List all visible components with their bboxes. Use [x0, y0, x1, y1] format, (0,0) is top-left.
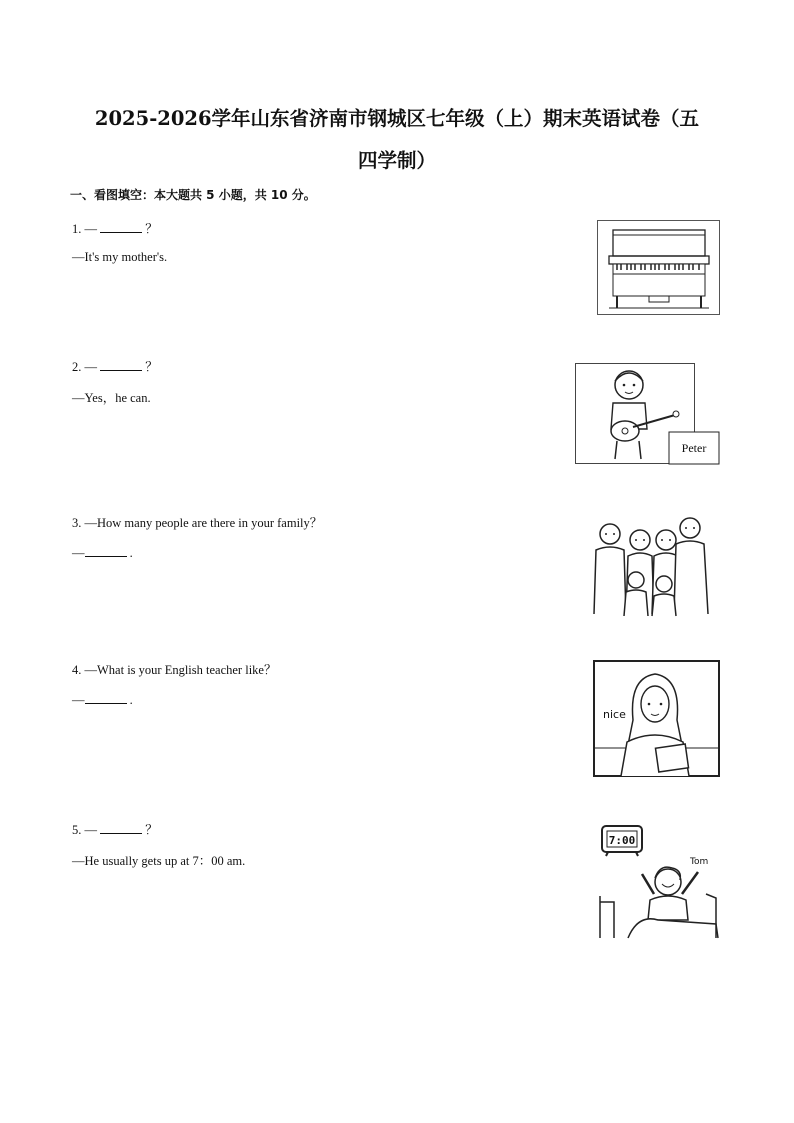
question-2-answer: —Yes，he can.: [72, 391, 151, 405]
page-title: [70, 98, 724, 182]
boy-waking-clock-icon: [598, 820, 722, 940]
answer-blank[interactable]: [85, 544, 127, 557]
peter-label: Peter: [681, 441, 707, 455]
question-1-answer: —It's my mother's.: [72, 250, 168, 264]
question-number: 5.: [72, 823, 82, 837]
teacher-icon: [593, 660, 720, 777]
clock-text: 7:00: [608, 834, 636, 847]
question-text: —What is your English teacher like？: [84, 663, 277, 677]
answer-blank[interactable]: [100, 821, 142, 834]
question-number: 3.: [72, 516, 82, 530]
question-3-answer: [72, 544, 133, 561]
answer-blank[interactable]: [100, 220, 142, 233]
question-2-prompt: [72, 357, 158, 375]
period: .: [129, 546, 133, 560]
dash: —: [72, 693, 85, 707]
boy-guitar-icon: [575, 363, 721, 466]
answer-blank[interactable]: [100, 358, 142, 371]
period: .: [129, 693, 133, 707]
section-heading: 一、看图填空：本大题共 5 小题，共 10 分。: [70, 188, 316, 202]
question-4-answer: [72, 691, 133, 708]
title-line-1: 2025-2026学年山东省济南市钢城区七年级（上）期末英语试卷（五: [94, 107, 700, 130]
question-number: 4.: [72, 663, 82, 677]
family-icon: [586, 514, 722, 618]
question-5-answer: —He usually gets up at 7：00 am.: [72, 854, 246, 868]
nice-label: nice: [603, 708, 626, 721]
question-number: 1.: [72, 222, 82, 236]
question-text: —How many people are there in your family？: [84, 516, 323, 530]
title-line-2: 四学制）: [357, 149, 436, 172]
question-mark: ？: [145, 222, 158, 236]
dash: —: [72, 546, 85, 560]
dash: —: [84, 823, 97, 837]
question-mark: ？: [145, 360, 158, 374]
piano-icon: [597, 220, 720, 315]
question-5-prompt: [72, 820, 158, 838]
question-mark: ？: [145, 823, 158, 837]
dash: —: [84, 360, 97, 374]
question-3-prompt: [72, 513, 322, 531]
question-number: 2.: [72, 360, 82, 374]
dash: —: [84, 222, 97, 236]
answer-blank[interactable]: [85, 691, 127, 704]
question-1-prompt: [72, 219, 158, 237]
tom-label: Tom: [690, 857, 709, 867]
question-4-prompt: [72, 660, 276, 678]
